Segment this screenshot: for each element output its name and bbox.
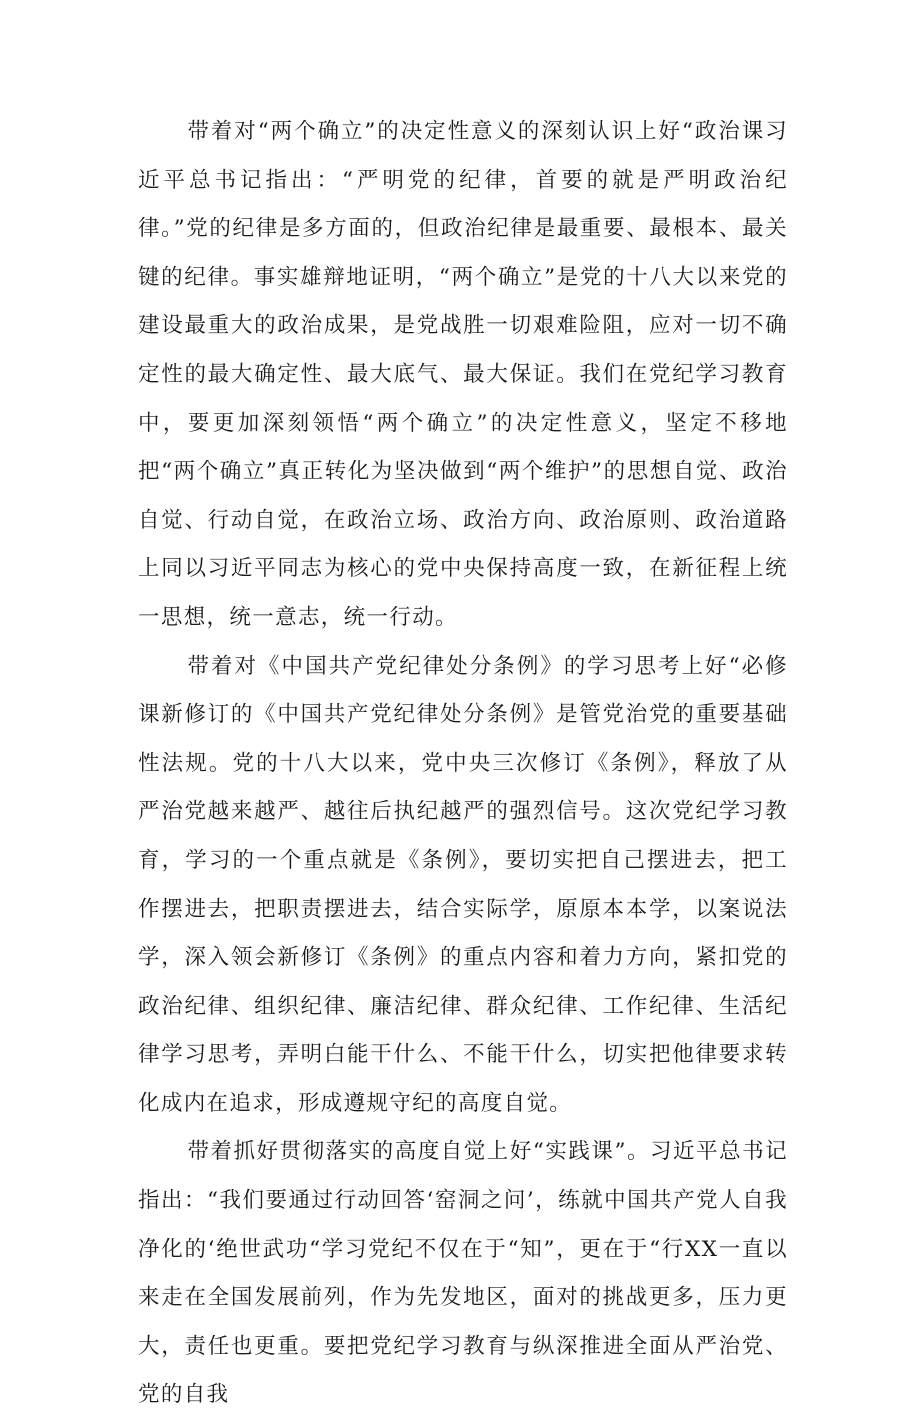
paragraph-disciplinary-regulations: 带着对《中国共产党纪律处分条例》的学习思考上好“必修课新修订的《中国共产党纪律处分条例》是管党治党的重要基础性法规。党的十八大以来，党中央三次修订《条例》，释放了从严治党越来越严、越往后执纪越严的强烈信号。这次党纪学习教育，学习的一个重点就是《条例》，要切实把自己摆进去，把工作摆进去，把职责摆进去，结合实际学，原原本本学，以案说法学，深入领会新修订《条例》的重点内容和着力方向，紧扣党的政治纪律、组织纪律、廉洁纪律、群众纪律、工作纪律、生活纪律学习思考，弄明白能干什么、不能干什么，切实把他律要求转化成内在追求，形成遵规守纪的高度自觉。: [138, 653, 788, 1116]
paragraph-political-discipline: 带着对“两个确立”的决定性意义的深刻认识上好“政治课习近平总书记指出：“严明党的纪律，首要的就是严明政治纪律。”党的纪律是多方面的，但政治纪律是最重要、最根本、最关键的纪律。事实雄辩地证明，“两个确立”是党的十八大以来党的建设最重大的政治成果，是党战胜一切艰难险阻，应对一切不确定性的最大确定性、最大底气、最大保证。我们在党纪学习教育中，要更加深刻领悟“两个确立”的决定性意义，坚定不移地把“两个确立”真正转化为坚决做到“两个维护”的思想自觉、政治自觉、行动自觉，在政治立场、政治方向、政治原则、政治道路上同以习近平同志为核心的党中央保持高度一致，在新征程上统一思想，统一意志，统一行动。: [138, 119, 788, 630]
document-body: [138, 108, 788, 1420]
paragraph-practice: 带着抓好贯彻落实的高度自觉上好“实践课”。习近平总书记指出：“我们要通过行动回答‘窑洞之问’，练就中国共产党人自我净化的‘绝世武功“学习党纪不仅在于“知”，更在于“行XX一直以来走在全国发展前列，作为先发地区，面对的挑战更多，压力更大，责任也更重。要把党纪学习教育与纵深推进全面从严治党、党的自我: [138, 1139, 788, 1408]
